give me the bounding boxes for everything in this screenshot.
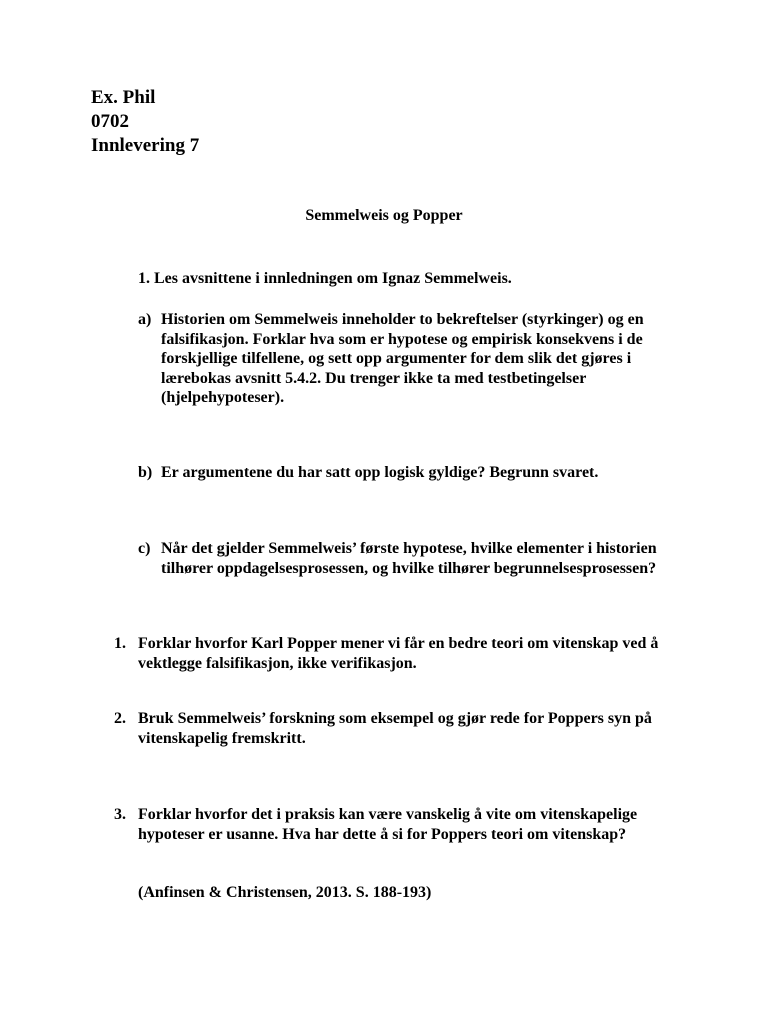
sub-question-text: Er argumentene du har satt opp logisk gyldige? Begrunn svaret. bbox=[161, 464, 599, 481]
document-title: Semmelweis og Popper bbox=[305, 207, 463, 224]
question-marker: 2. bbox=[114, 710, 126, 727]
course-name: Ex. Phil bbox=[91, 87, 156, 108]
question-3 bbox=[114, 805, 674, 844]
sub-question-marker: b) bbox=[138, 464, 153, 481]
question-1 bbox=[114, 634, 674, 673]
sub-question-marker: c) bbox=[138, 540, 151, 557]
question-text: Forklar hvorfor Karl Popper mener vi får en bedre teori om vitenskap ved å vektlegge falsifikasjon, ikke verifikasjon. bbox=[138, 635, 659, 672]
question-marker: 1. bbox=[114, 635, 126, 652]
question-text: Bruk Semmelweis’ forskning som eksempel og gjør rede for Poppers syn på vitenskapelig fremskritt. bbox=[138, 710, 652, 747]
sub-question-text: Når det gjelder Semmelweis’ første hypotese, hvilke elementer i historien tilhører oppdagelsesprosessen, og hvilke tilhører begrunnelsesprosessen? bbox=[161, 540, 657, 577]
question-marker: 3. bbox=[114, 806, 126, 823]
question-text: Forklar hvorfor det i praksis kan være vanskelig å vite om vitenskapelige hypoteser er usanne. Hva har dette å si for Poppers teori om vitenskap? bbox=[138, 806, 638, 843]
sub-question-c bbox=[138, 539, 678, 578]
sub-question-text: Historien om Semmelweis inneholder to bekreftelser (styrkinger) og en falsifikasjon. Forklar hva som er hypotese og empirisk konsekvens i de forskjellige tilfellene, og sett opp argumenter for dem slik det gjøres i lærebokas avsnitt 5.4.2. Du trenger ikke ta med testbetingelser (hjelpehypoteser). bbox=[161, 311, 644, 406]
intro-instruction: 1. Les avsnittene i innledningen om Ignaz Semmelweis. bbox=[138, 270, 512, 287]
sub-question-b bbox=[138, 463, 678, 483]
question-2 bbox=[114, 709, 674, 748]
assignment-number: Innlevering 7 bbox=[91, 135, 200, 156]
sub-question-a bbox=[138, 310, 678, 408]
reference-citation: (Anfinsen & Christensen, 2013. S. 188-193) bbox=[138, 884, 432, 901]
sub-question-marker: a) bbox=[138, 311, 152, 328]
course-code: 0702 bbox=[91, 111, 129, 132]
